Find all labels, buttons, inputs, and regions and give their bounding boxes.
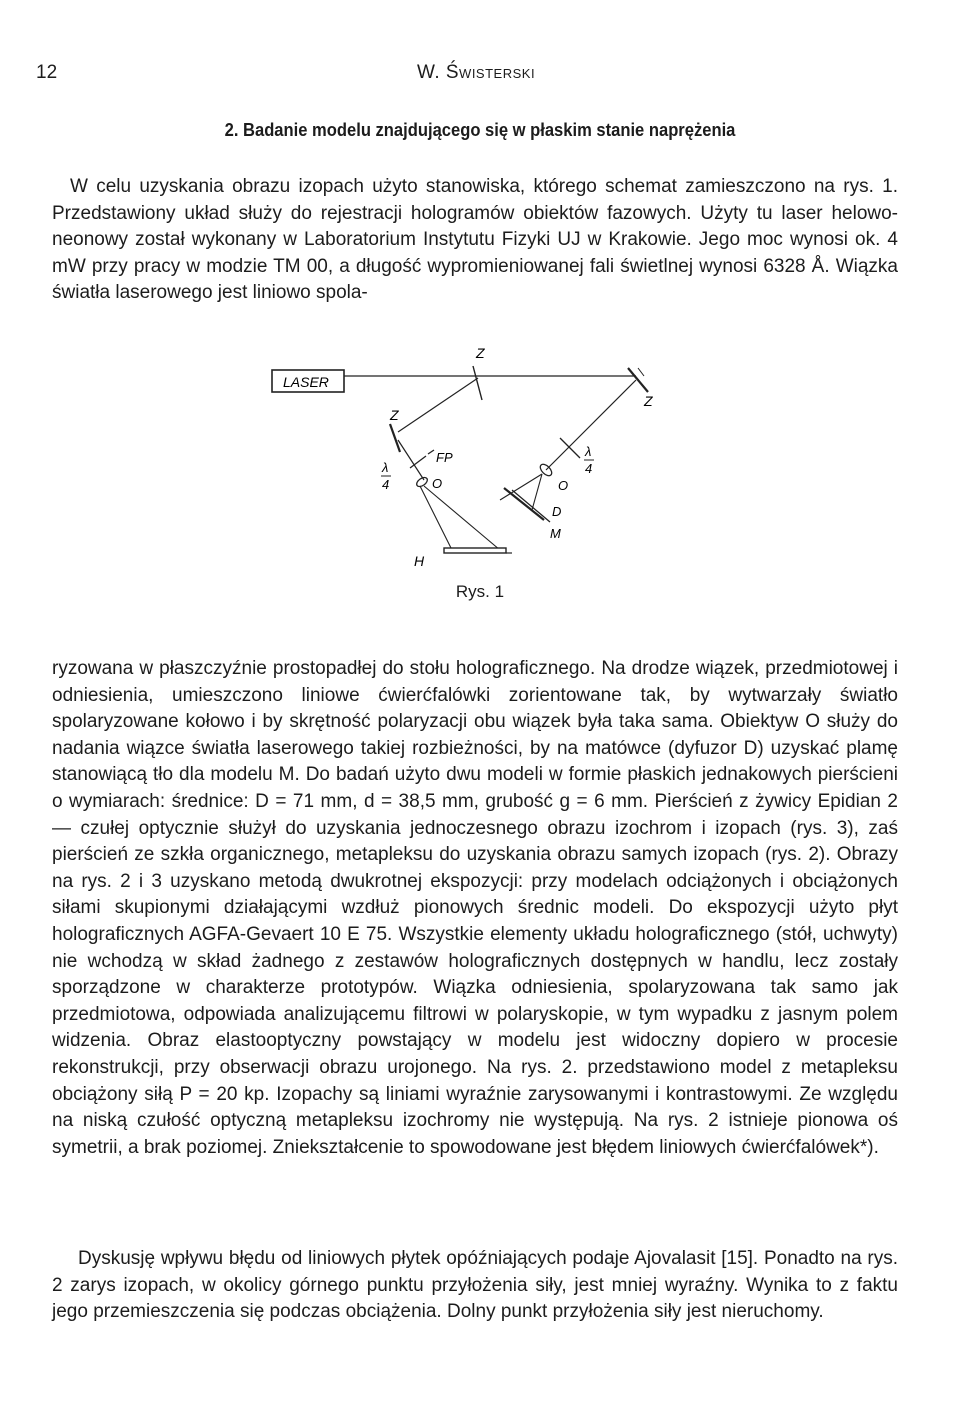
- mirror-left: [390, 424, 400, 452]
- paragraph-2: ryzowana w płaszczyźnie prostopadłej do stołu holograficznego. Na drodze wiązek, przedmiotowej i odniesienia, umieszczono liniowe ćwierćfalówki zorientowane tak, by wytwarzały światło spolaryzowane kołowo i by skrętność polaryzacji obu wiązek była taka sama. Obiektyw O służy do nadania wiązce światła laserowego takiej rozbieżności, by na matówce (dyfuzor D) uzyskać plamę stanowiącą tło dla modelu M. Do badań użyto dwu modeli w formie płaskich jednakowych pierścieni o wymiarach: średnice: D = 71 mm, d = 38,5 mm, grubość g = 6 mm. Pierścień z żywicy Epidian 2 — czułej optycznie służył do uzyskania jednoczesnego obrazu izochrom i izopach (rys. 3), zaś pierścień ze szkła organicznego, metapleksu do uzyskania obrazu samych izopach (rys. 2). Obrazy na rys. 2 i 3 uzyskano metodą dwukrotnej ekspozycji: przy modelach odciążonych i obciążonych siłami skupionymi działającymi wzdłuż pionowych średnic modeli. Do ekspozycji użyto płyt holograficznych AGFA-Gevaert 10 E 75. Wszystkie elementy układu holograficznego (stół, uchwyty) nie wchodzą w skład żadnego z zestawów holograficznych dostępnych w handlu, lecz zostały sporządzone w charakterze prototypów. Wiązka odniesienia, spolaryzowana tak samo jak przedmiotowa, odpowiada analizującemu filtrowi w polaryskopie, w tym wypadku z jasnym polem widzenia. Obraz elastooptyczny powstający w modelu jest widoczny dopiero w procesie rekonstrukcji, przy obserwacji obrazu urojonego. Na rys. 2. przedstawiono model z metapleksu obciążony siłą P = 20 kp. Izopachy są liniami wyraźnie zarysowanymi i kontrastowymi. Ze względu na niską czułość optyczną metapleksu izochromy nie występują. Na rys. 2 istnieje pionowa oś symetrii, a brak poziomej. Zniekształcenie to spowodowane jest błędem liniowych ćwierćfalówek*).: [52, 658, 898, 1158]
- label-z-right: Z: [644, 393, 653, 409]
- reference-beam-path: [398, 378, 478, 432]
- page-number: 12: [36, 62, 58, 83]
- beam-splitter: [473, 366, 482, 400]
- label-lambda-right: λ: [585, 444, 592, 459]
- objective-left: [415, 476, 429, 489]
- label-fp: FP: [436, 450, 453, 465]
- label-o-right: O: [558, 478, 569, 493]
- label-four-left: 4: [382, 477, 390, 492]
- model-m: [512, 490, 550, 522]
- holography-setup-svg: [250, 340, 670, 570]
- label-m: M: [550, 526, 561, 541]
- hologram-plate: [444, 548, 506, 553]
- mirror-right-hatch: [638, 368, 644, 376]
- label-o-left: O: [432, 476, 443, 491]
- quarter-wave-right: [560, 438, 580, 458]
- paragraph-1: W celu uzyskania obrazu izopach użyto stanowiska, którego schemat zamieszczono na rys. 1. Przedstawiony układ służy do rejestracji hologramów obiektów fazowych. Użyty tu laser helowo-neonowy został wykonany w Laboratorium Instytutu Fizyki UJ w Krakowie. Jego moc wynosi ok. 4 mW przy pracy w modzie TM 00, a długość wypromieniowanej fali świetlnej wynosi 6328 Å. Wiązka światła laserowego jest liniowo spola-: [52, 176, 898, 304]
- page-header: [36, 62, 916, 92]
- filter-fp-line: [428, 450, 434, 454]
- paragraph-3: Dyskusję wpływu błędu od liniowych płytek opóźniających podaje Ajovalasit [15]. Ponadto na rys. 2 zarys izopach, w okolicy górnego punktu przyłożenia siły, jest mniej wyraźny. Wynika to z faktu jego przemieszczenia się podczas obciążenia. Dolny punkt przyłożenia siły jest nieruchomy.: [52, 1248, 898, 1323]
- label-h: H: [414, 553, 425, 569]
- label-z-top: Z: [476, 345, 485, 361]
- section-title: 2. Badanie modelu znajdującego się w płaskim stanie naprężenia: [224, 120, 736, 140]
- label-z-left: Z: [390, 407, 399, 423]
- label-four-right: 4: [585, 461, 593, 476]
- laser-label: LASER: [283, 374, 329, 390]
- running-head-author: W. Świsterski: [416, 62, 536, 83]
- figure-setup-diagram: [250, 340, 670, 570]
- label-d: D: [552, 504, 562, 519]
- label-lambda-left: λ: [382, 460, 389, 475]
- mirror-right: [628, 368, 648, 392]
- figure-caption: Rys. 1: [455, 582, 505, 601]
- diffuser-d: [504, 488, 544, 520]
